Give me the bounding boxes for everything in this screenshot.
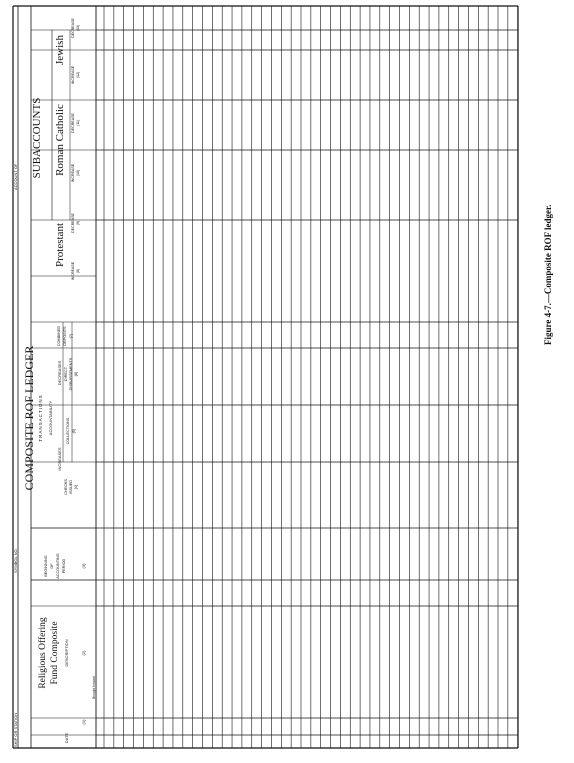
direct-disbursements-header-1: DIRECT <box>64 366 68 382</box>
fund-name-line-1: Religious Offering <box>38 617 48 689</box>
header-rotated-group <box>13 18 96 747</box>
checks-issued-header-1: CHECKS <box>64 479 68 495</box>
rc-decrease-header: DECREASE <box>71 113 75 133</box>
protestant-header: Protestant <box>54 223 66 267</box>
description-column-header: DESCRIPTION <box>64 639 69 667</box>
protestant-decrease-number: (9) <box>76 220 80 226</box>
subaccounts-header: SUBACCOUNTS <box>31 97 43 179</box>
rc-increase-number: (10) <box>76 169 80 177</box>
increases-header: INCREASES <box>57 447 62 471</box>
beginning-column-header-4: PERIOD <box>62 558 66 574</box>
description-column-number: (2) <box>81 650 86 656</box>
jewish-increase-header: INCREASE <box>71 65 75 85</box>
jewish-decrease-number: (13) <box>76 24 80 32</box>
protestant-increase-number: (8) <box>76 268 80 274</box>
decreases-header: DECREASES <box>57 360 62 386</box>
protestant-decrease-header: DECREASE <box>71 213 75 233</box>
ledger-grid <box>13 6 518 748</box>
rc-decrease-number: (11) <box>76 119 80 127</box>
direct-disbursements-number: (6) <box>74 371 78 377</box>
checks-issued-header-2: ISSUED <box>69 479 73 495</box>
combined-deposits-header-1: COMBINED <box>57 325 61 347</box>
rc-increase-header: INCREASE <box>71 163 75 183</box>
account-of-label: ACCOUNT OF <box>13 163 18 190</box>
direct-disbursements-header-2: DISBURSEMENTS <box>69 357 73 391</box>
beginning-column-header-3: ACCOUNTING <box>56 553 60 579</box>
collections-number: (5) <box>72 428 76 434</box>
roman-catholic-header: Roman Catholic <box>54 104 66 176</box>
checks-issued-number: (4) <box>74 484 78 490</box>
ship-station-label: SHIP OR STATION <box>13 712 18 747</box>
date-column-number: (1) <box>81 719 86 725</box>
date-column-header: DATE <box>64 732 69 744</box>
transactions-header: TRANSACTIONS <box>38 394 43 442</box>
combined-deposits-number: (7) <box>69 333 73 339</box>
jewish-header: Jewish <box>54 35 66 65</box>
form-title: COMPOSITE ROF LEDGER <box>22 345 36 491</box>
symbol-label: SYMBOL NO. <box>13 548 18 573</box>
collections-header: COLLECTIONS <box>66 417 70 445</box>
jewish-increase-number: (12) <box>76 71 80 79</box>
fund-name-line-2: Fund Composite <box>50 621 60 685</box>
beginning-column-header-2: OF <box>50 563 54 569</box>
protestant-increase-header: INCREASE <box>71 261 75 281</box>
figure-caption: Figure 4-7.—Composite ROF ledger. <box>543 204 553 345</box>
jewish-decrease-header: DECREASE <box>71 18 75 38</box>
first-row-entry: Brought forward <box>92 676 96 699</box>
beginning-column-number: (3) <box>81 563 86 569</box>
combined-deposits-header-2: DEPOSITS <box>63 326 67 346</box>
beginning-column-header-1: BEGINNING <box>44 555 48 577</box>
accountability-header: ACCOUNTABILITY <box>48 400 53 436</box>
